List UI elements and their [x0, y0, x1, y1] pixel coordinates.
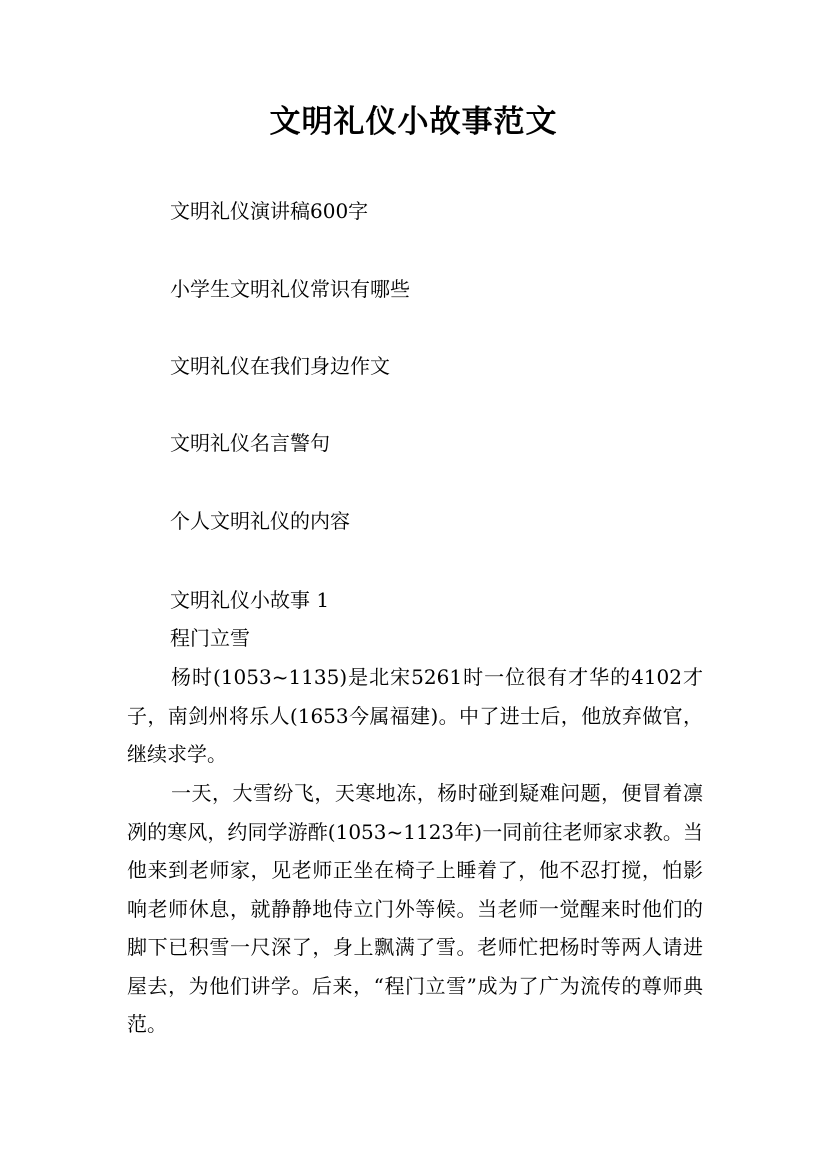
story-title: 程门立雪: [170, 626, 250, 650]
document-title: 文明礼仪小故事范文: [269, 104, 558, 140]
toc-item-speech: 文明礼仪演讲稿600字: [170, 199, 369, 223]
toc-item-quotes: 文明礼仪名言警句: [170, 431, 330, 455]
toc-item-etiquette-knowledge: 小学生文明礼仪常识有哪些: [170, 277, 410, 301]
paragraph-1: 杨时(1053~1135)是北宋5261时一位很有才华的4102才子，南剑州将乐人(1653今属福建)。中了进士后，他放弃做官，继续求学。: [127, 665, 703, 766]
toc-item-essay: 文明礼仪在我们身边作文: [170, 354, 390, 378]
story-heading: 文明礼仪小故事 1: [170, 588, 330, 612]
paragraph-2: 一天，大雪纷飞，天寒地冻，杨时碰到疑难问题，便冒着凛冽的寒风，约同学游酢(1053~1123年)一同前往老师家求教。当他来到老师家，见老师正坐在椅子上睡着了，他不忍打搅，怕影响老师休息，就静静地侍立门外等候。当老师一觉醒来时他们的脚下已积雪一尺深了，身上飘满了雪。老师忙把杨时等两人请进屋去，为他们讲学。后来，“程门立雪”成为了广为流传的尊师典范。: [127, 781, 703, 1036]
toc-item-personal-etiquette: 个人文明礼仪的内容: [170, 509, 350, 533]
